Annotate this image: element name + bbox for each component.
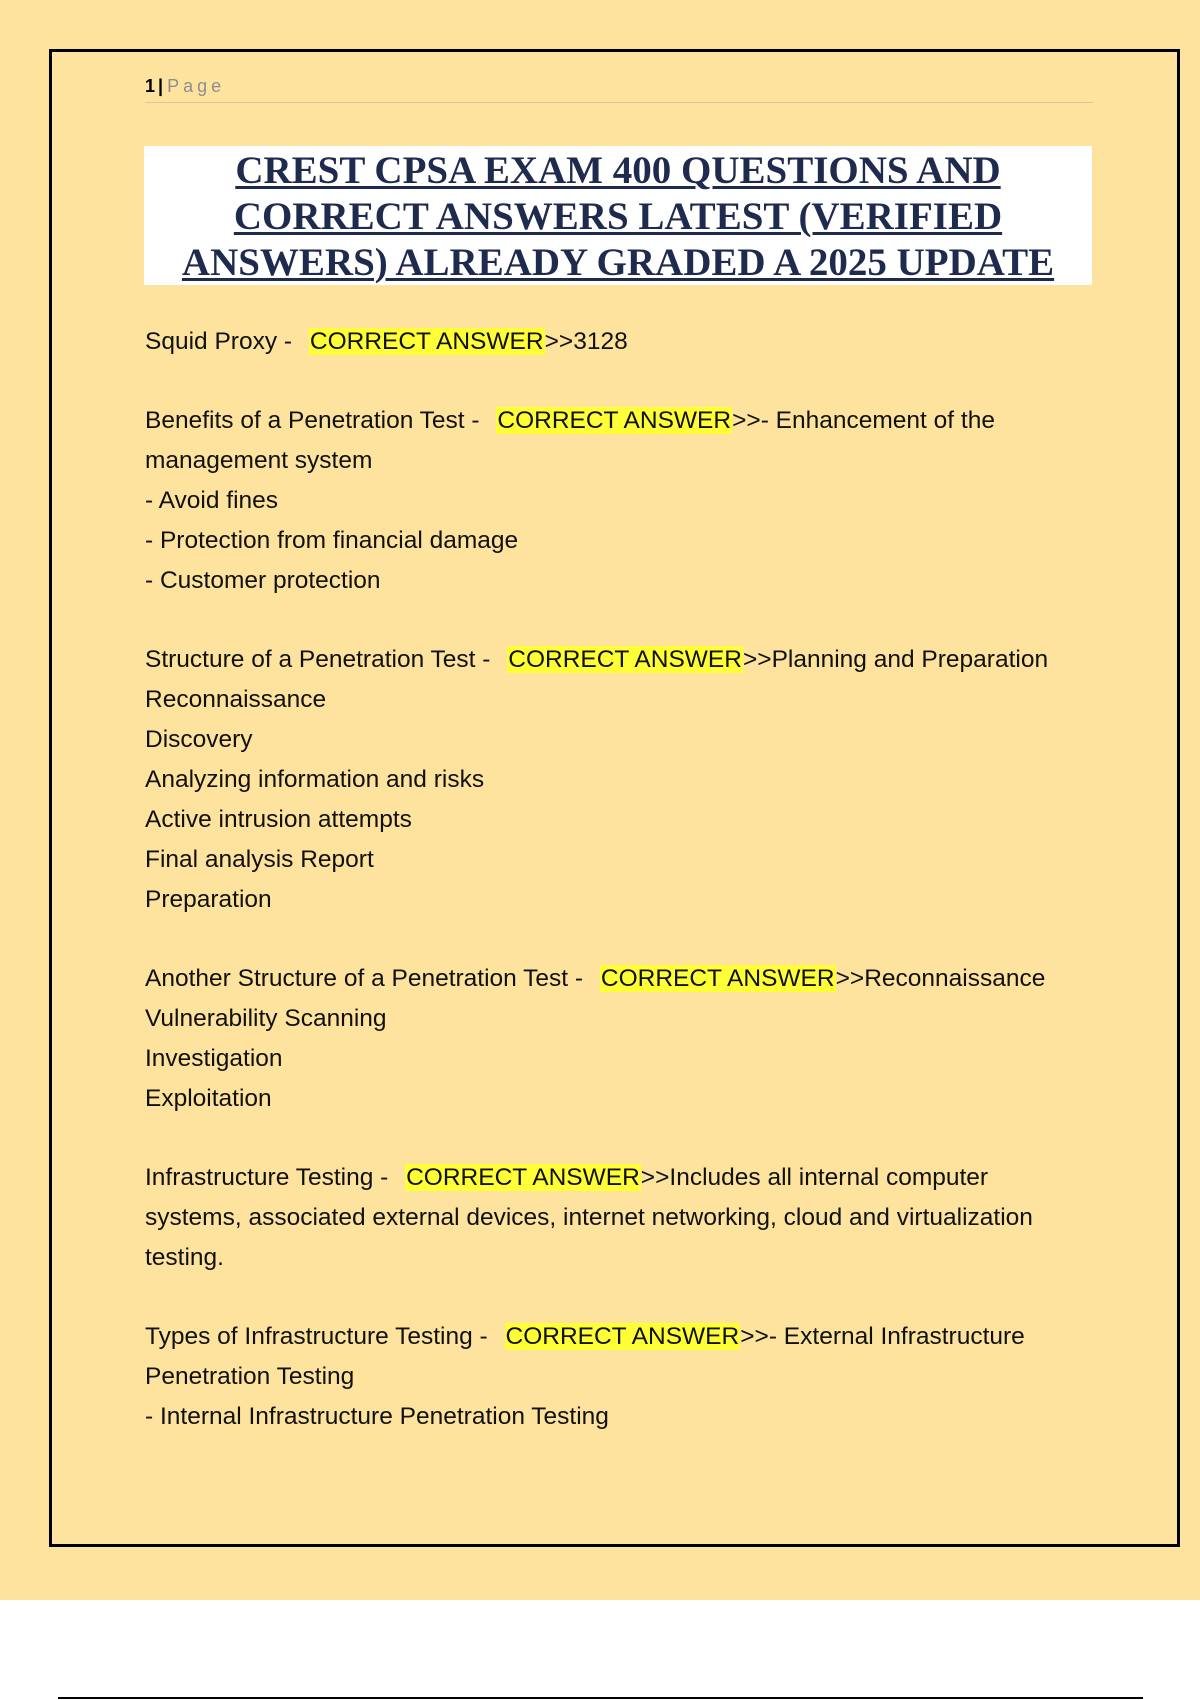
- question-text: Squid Proxy -: [145, 328, 293, 355]
- answer-text: - Enhancement of the: [760, 407, 995, 434]
- answer-continuation-line: Investigation: [145, 1045, 283, 1072]
- answer-continuation-line: Exploitation: [145, 1085, 272, 1112]
- answer-continuation-line: - Avoid fines: [145, 487, 279, 514]
- page-header: [145, 72, 1093, 103]
- answer-continuation-line: - Protection from financial damage: [145, 527, 519, 554]
- page-separator: |: [158, 76, 164, 96]
- qa-item: [145, 1317, 1105, 1437]
- qa-first-line: [145, 1317, 1105, 1357]
- answer-continuation-line: Preparation: [145, 886, 272, 913]
- answer-text: Includes all internal computer: [669, 1164, 989, 1191]
- answer-text: Planning and Preparation: [771, 646, 1049, 673]
- correct-answer-marker: CORRECT ANSWER: [497, 407, 732, 434]
- answer-text: Reconnaissance: [864, 965, 1046, 992]
- question-text: Infrastructure Testing -: [145, 1164, 389, 1191]
- document-title-box: [144, 146, 1092, 285]
- question-text: Another Structure of a Penetration Test -: [145, 965, 584, 992]
- qa-first-line: [145, 1158, 1105, 1198]
- answer-continuation-line: Reconnaissance: [145, 686, 327, 713]
- answer-arrow: >>: [742, 646, 772, 673]
- qa-list: [145, 322, 1105, 1476]
- question-text: Benefits of a Penetration Test -: [145, 407, 480, 434]
- question-text: Structure of a Penetration Test -: [145, 646, 491, 673]
- answer-arrow: >>: [544, 328, 574, 355]
- correct-answer-marker: CORRECT ANSWER: [406, 1164, 640, 1191]
- answer-continuation-line: management system: [145, 447, 373, 474]
- document-title-line-3: ANSWERS) ALREADY GRADED A 2025 UPDATE: [181, 241, 1055, 284]
- page-number: 1: [145, 76, 156, 96]
- answer-continuation-line: Analyzing information and risks: [145, 766, 485, 793]
- answer-continuation-line: Discovery: [145, 726, 253, 753]
- answer-continuation-line: - Customer protection: [145, 567, 381, 594]
- qa-item: [145, 959, 1105, 1119]
- answer-text: - External Infrastructure: [768, 1323, 1025, 1350]
- answer-arrow: >>: [732, 407, 761, 434]
- answer-continuation-line: Vulnerability Scanning: [145, 1005, 387, 1032]
- qa-item: [145, 322, 1105, 362]
- answer-continuation-line: Penetration Testing: [145, 1363, 355, 1390]
- document-title-line-1: CREST CPSA EXAM 400 QUESTIONS AND: [235, 149, 1001, 192]
- answer-arrow: >>: [740, 1323, 769, 1350]
- qa-first-line: [145, 401, 1105, 441]
- answer-continuation-line: Active intrusion attempts: [145, 806, 412, 833]
- answer-arrow: >>: [640, 1164, 670, 1191]
- qa-first-line: [145, 322, 1105, 362]
- qa-item: [145, 401, 1105, 601]
- correct-answer-marker: CORRECT ANSWER: [505, 1323, 740, 1350]
- answer-arrow: >>: [835, 965, 865, 992]
- question-text: Types of Infrastructure Testing -: [145, 1323, 488, 1350]
- page-label: Page: [167, 76, 226, 96]
- answer-continuation-line: systems, associated external devices, internet networking, cloud and virtualization: [145, 1204, 1033, 1231]
- footer-divider: [58, 1697, 1143, 1699]
- correct-answer-marker: CORRECT ANSWER: [600, 965, 835, 992]
- answer-continuation-line: testing.: [145, 1244, 224, 1271]
- qa-first-line: [145, 959, 1105, 999]
- answer-continuation-line: Final analysis Report: [145, 846, 374, 873]
- answer-text: 3128: [573, 328, 628, 355]
- correct-answer-marker: CORRECT ANSWER: [309, 328, 544, 355]
- correct-answer-marker: CORRECT ANSWER: [508, 646, 742, 673]
- answer-continuation-line: - Internal Infrastructure Penetration Testing: [145, 1403, 609, 1430]
- qa-item: [145, 640, 1105, 920]
- qa-first-line: [145, 640, 1105, 680]
- document-title-line-2: CORRECT ANSWERS LATEST (VERIFIED: [233, 195, 1003, 238]
- qa-item: [145, 1158, 1105, 1278]
